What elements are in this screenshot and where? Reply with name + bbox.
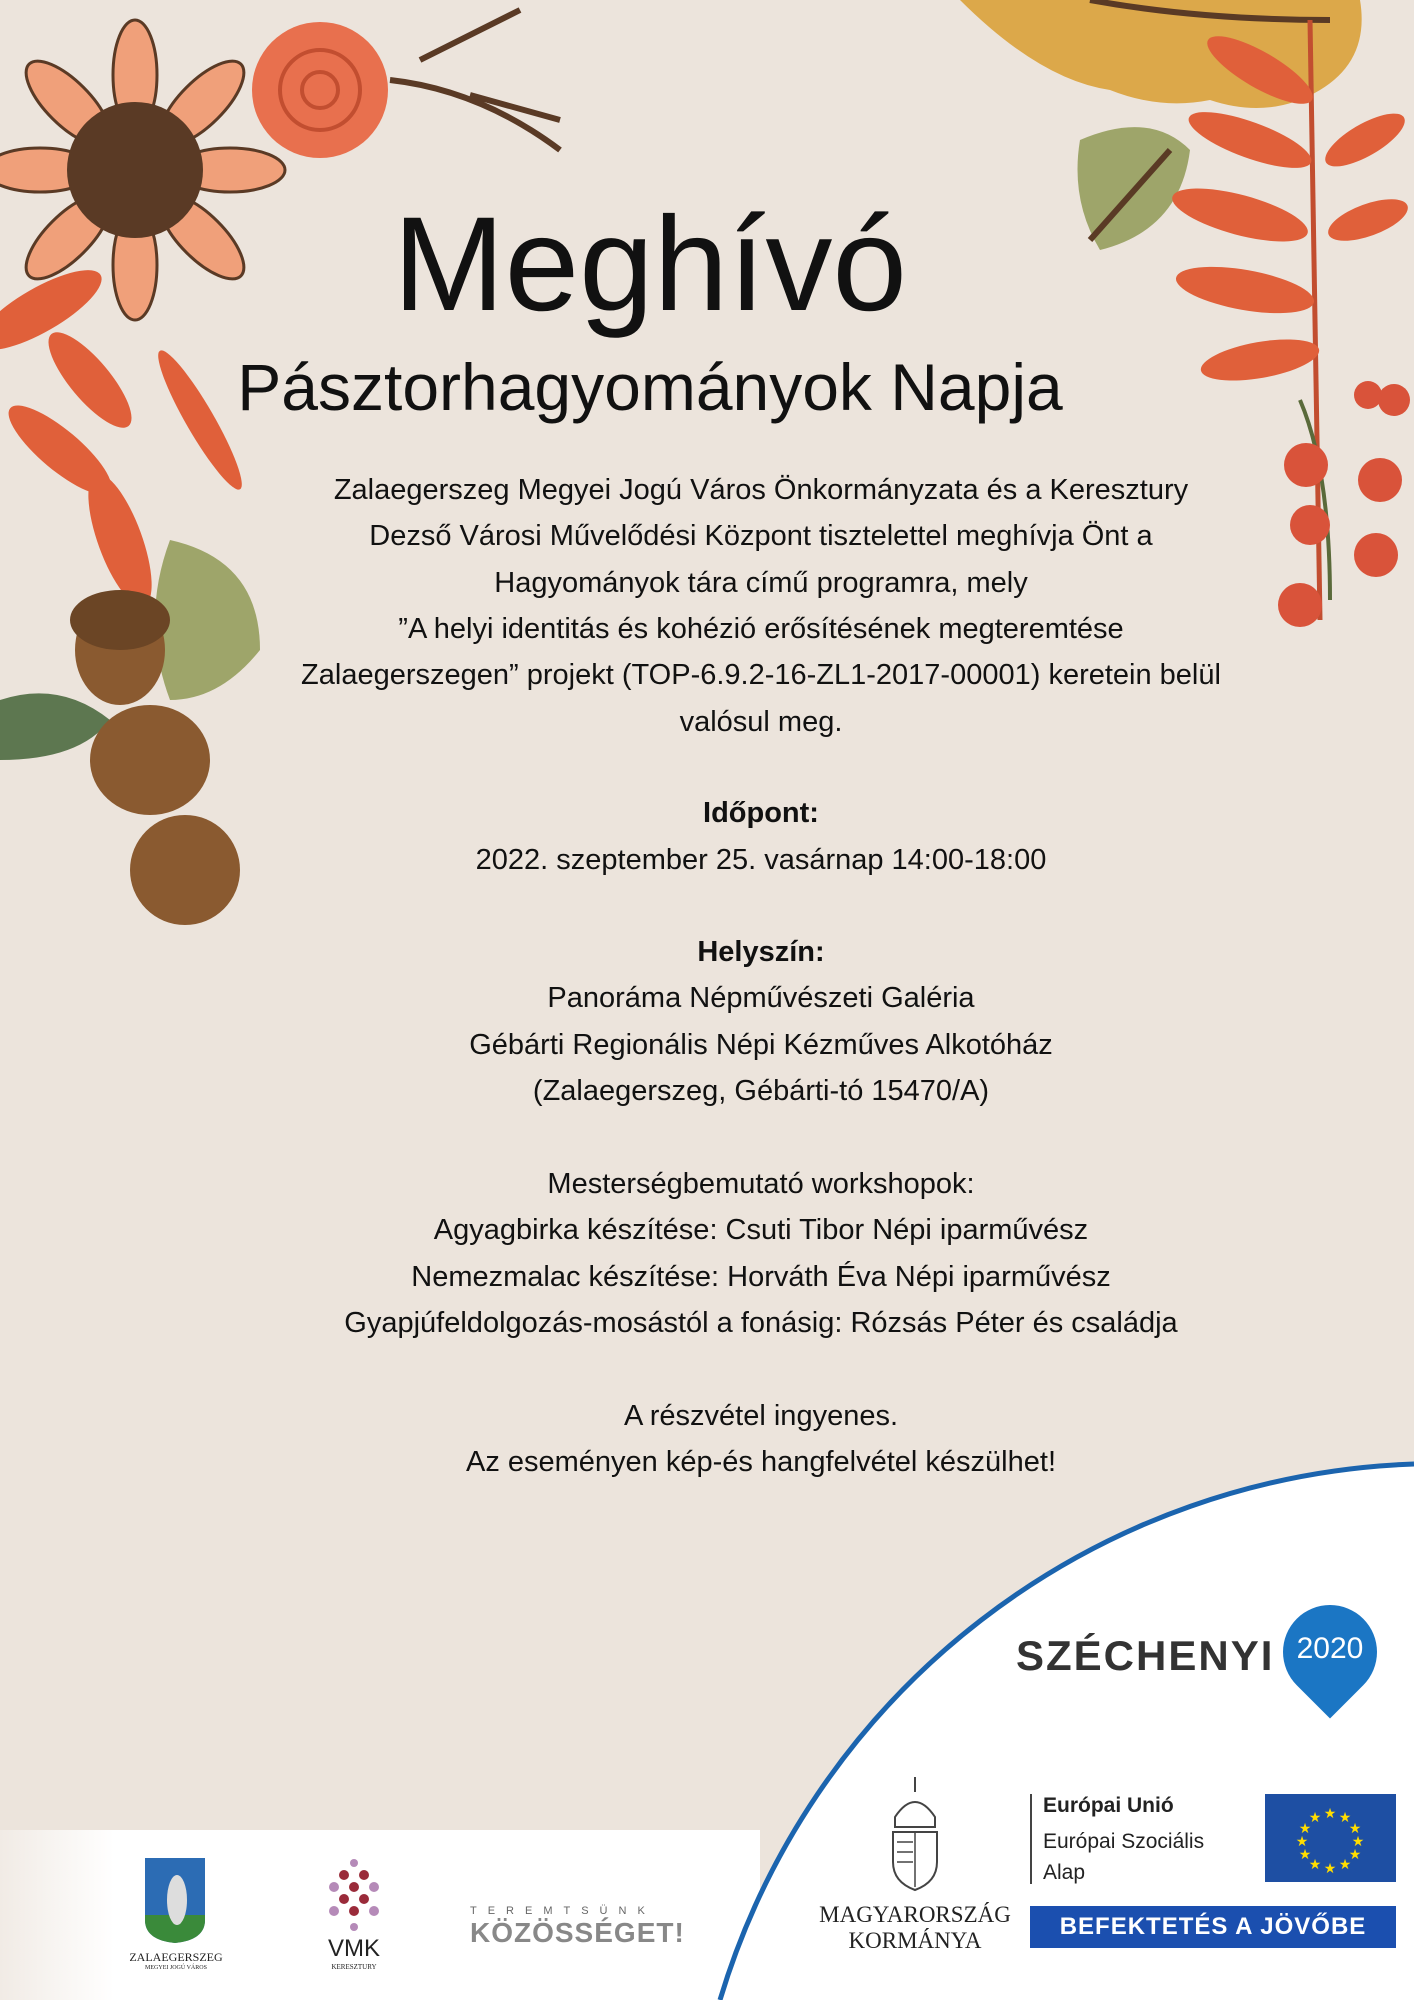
page-title: Meghívó bbox=[393, 190, 907, 339]
vmk-dots-logo-icon bbox=[318, 1855, 390, 1945]
community-line: KÖZÖSSÉGET! bbox=[470, 1917, 685, 1948]
zalaegerszeg-crest-icon bbox=[142, 1855, 208, 1945]
intro-line: Dezső Városi Művelődési Központ tisztelettel meghívja Önt a bbox=[369, 520, 1153, 552]
eu-fund bbox=[1043, 1826, 1204, 1888]
government-line: KORMÁNYA bbox=[848, 1928, 982, 1953]
note-line: A részvétel ingyenes. bbox=[623, 1400, 899, 1432]
svg-text:★: ★ bbox=[1298, 1820, 1312, 1836]
svg-text:★: ★ bbox=[1298, 1846, 1312, 1862]
svg-text:★: ★ bbox=[1295, 1833, 1309, 1849]
eu-flag-icon bbox=[1265, 1794, 1396, 1882]
hungarian-coat-of-arms-icon bbox=[885, 1772, 945, 1892]
location-line: (Zalaegerszeg, Gébárti-tó 15470/A) bbox=[532, 1075, 990, 1107]
vmk-name: VMK bbox=[327, 1935, 380, 1962]
vmk-subtitle: KERESZTURY bbox=[331, 1963, 377, 1971]
government-line: MAGYARORSZÁG bbox=[819, 1902, 1011, 1927]
eu-title: Európai Unió bbox=[1043, 1794, 1174, 1817]
time-value: 2022. szeptember 25. vasárnap 14:00-18:00 bbox=[475, 844, 1047, 876]
szechenyi-logo-text: SZÉCHENYI bbox=[1016, 1632, 1275, 1679]
time-label: Időpont: bbox=[703, 797, 819, 829]
vmk-logo-text bbox=[294, 1935, 414, 1971]
note-line: Az eseményen kép-és hangfelvétel készülhet! bbox=[465, 1446, 1056, 1478]
workshop-item: Agyagbirka készítése: Csuti Tibor Népi iparművész bbox=[433, 1214, 1089, 1246]
event-title: Pásztorhagyományok Napja bbox=[237, 350, 1063, 424]
svg-text:★: ★ bbox=[1338, 1809, 1352, 1825]
szechenyi-year: 2020 bbox=[1296, 1632, 1364, 1665]
svg-text:★: ★ bbox=[1348, 1846, 1362, 1862]
location-line: Gébárti Regionális Népi Kézműves Alkotóház bbox=[469, 1029, 1053, 1061]
intro-line: Zalaegerszegen” projekt (TOP-6.9.2-16-ZL1-2017-00001) keretein belül bbox=[301, 659, 1221, 691]
city-logo-text bbox=[116, 1950, 236, 1971]
workshops-label: Mesterségbemutató workshopok: bbox=[547, 1168, 975, 1200]
city-subtitle: MEGYEI JOGÚ VÁROS bbox=[145, 1965, 207, 1971]
city-name: ZALAEGERSZEG bbox=[129, 1950, 223, 1964]
svg-text:★: ★ bbox=[1348, 1820, 1362, 1836]
intro-line: Hagyományok tára című programra, mely bbox=[494, 567, 1028, 599]
slogan-banner: BEFEKTETÉS A JÖVŐBE bbox=[1030, 1906, 1396, 1948]
svg-text:★: ★ bbox=[1308, 1856, 1322, 1872]
eu-fund-line: Európai Szociális bbox=[1043, 1830, 1205, 1853]
workshop-item: Gyapjúfeldolgozás-mosástól a fonásig: Rózsás Péter és családja bbox=[344, 1307, 1178, 1339]
svg-text:★: ★ bbox=[1308, 1809, 1322, 1825]
community-logo bbox=[470, 1905, 685, 1949]
government-logo-text bbox=[812, 1902, 1018, 1954]
location-line: Panoráma Népművészeti Galéria bbox=[547, 982, 975, 1014]
community-line: TEREMTSÜNK bbox=[470, 1905, 656, 1917]
workshop-item: Nemezmalac készítése: Horváth Éva Népi iparművész bbox=[411, 1261, 1111, 1293]
intro-line: ”A helyi identitás és kohézió erősítésének megteremtése bbox=[398, 613, 1124, 645]
location-label: Helyszín: bbox=[697, 936, 825, 968]
svg-text:★: ★ bbox=[1351, 1833, 1365, 1849]
svg-text:★: ★ bbox=[1323, 1860, 1337, 1876]
svg-text:★: ★ bbox=[1323, 1805, 1337, 1821]
intro-line: valósul meg. bbox=[679, 706, 843, 738]
eu-fund-line: Alap bbox=[1043, 1861, 1086, 1884]
svg-text:★: ★ bbox=[1338, 1856, 1352, 1872]
divider bbox=[1030, 1794, 1032, 1884]
intro-line: Zalaegerszeg Megyei Jogú Város Önkormányzata és a Keresztury bbox=[333, 474, 1189, 506]
